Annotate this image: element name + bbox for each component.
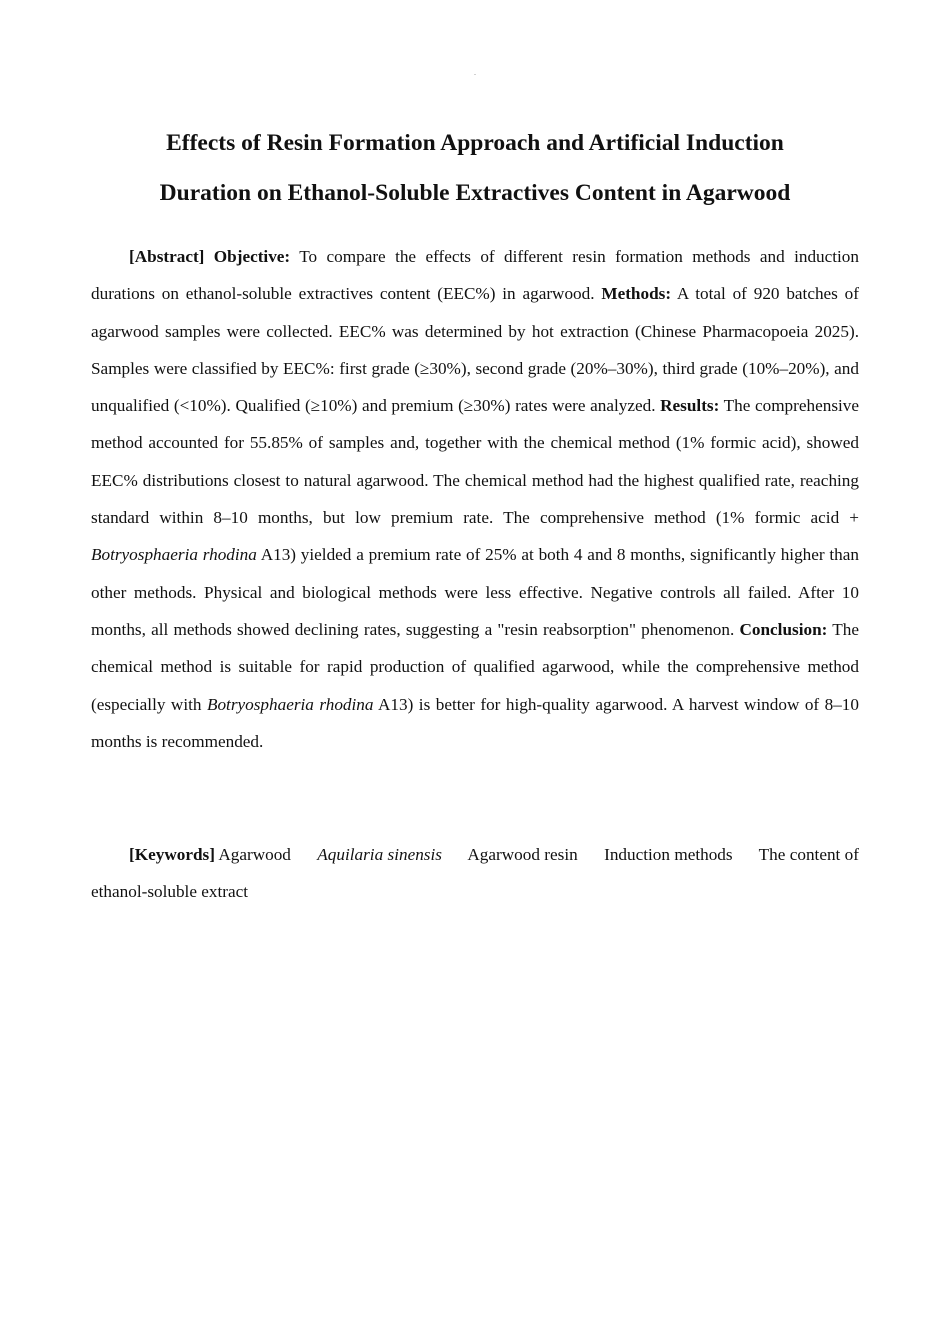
- keyword-item: The content of ethanol-soluble extract: [91, 845, 859, 902]
- objective-text: To compare the effects of different resin formation methods and induction durations on ethanol-soluble extractives content (EEC%) in agarwood.: [91, 247, 859, 304]
- keyword-item: Aquilaria sinensis: [317, 845, 442, 864]
- objective-label: Objective:: [213, 247, 291, 266]
- paper-title: [80, 118, 870, 218]
- abstract-paragraph: [91, 238, 859, 760]
- abstract-label: [Abstract]: [129, 247, 205, 266]
- methods-text: A total of 920 batches of agarwood samples were collected. EEC% was determined by hot extraction (Chinese Pharmacopoeia 2025). Samples were classified by EEC%: first grade (≥30%), second grade (20%–30%), third grade (10%–20%), and unqualified (<10%). Qualified (≥10%) and premium (≥30%) rates were analyzed.: [91, 284, 859, 416]
- conclusion-label: Conclusion:: [739, 619, 828, 639]
- results-text-2: A13) yielded a premium rate of 25% at both 4 and 8 months, significantly higher than other methods. Physical and biological methods were less effective. Negative controls all failed. After 10 months, all methods showed declining rates, suggesting a "resin reabsorption" phenomenon.: [91, 545, 859, 639]
- results-label: Results:: [660, 396, 720, 416]
- results-species-name: Botryosphaeria rhodina: [91, 545, 257, 565]
- title-line-1: Effects of Resin Formation Approach and Artificial Induction: [166, 130, 784, 156]
- methods-label: Methods:: [601, 284, 672, 304]
- title-line-2: Duration on Ethanol-Soluble Extractives Content in Agarwood: [159, 180, 791, 206]
- results-text-1: The comprehensive method accounted for 55.85% of samples and, together with the chemical method (1% formic acid), showed EEC% distributions closest to natural agarwood. The chemical method had the highest qualified rate, reaching standard within 8–10 months, but low premium rate. The comprehensive method (1% formic acid +: [91, 396, 860, 528]
- conclusion-species-name: Botryosphaeria rhodina: [206, 694, 374, 714]
- header-mark: .: [474, 68, 476, 77]
- keyword-item: Agarwood: [218, 845, 291, 864]
- keyword-item: Induction methods: [604, 845, 733, 864]
- conclusion-text-2: A13) is better for high-quality agarwood. A harvest window of 8–10 months is recommended.: [91, 694, 859, 751]
- keywords-label: [Keywords]: [129, 845, 215, 864]
- keyword-item: Agarwood resin: [467, 845, 578, 864]
- keywords-paragraph: [91, 836, 859, 911]
- conclusion-text-1: The chemical method is suitable for rapid production of qualified agarwood, while the comprehensive method (especially with: [91, 619, 859, 714]
